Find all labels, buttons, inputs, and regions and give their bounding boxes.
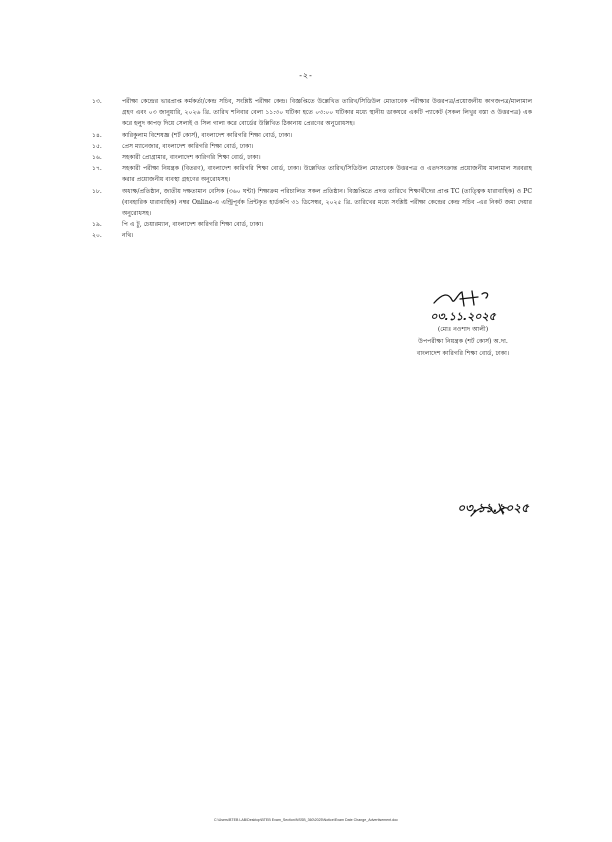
list-item <box>92 152 532 163</box>
handwritten-date: ০৩.১১.২০২৫ <box>457 501 529 515</box>
list-item <box>92 219 532 230</box>
item-number: ২০. <box>92 232 102 240</box>
item-text: সহকারী পরীক্ষা নিয়ন্ত্রক (বিতরণ), বাংলাদেশ কারিগরি শিক্ষা বোর্ড, ঢাকা। উল্লেখিত তারিখ/সিডিউল মোতাবেক উত্তরপত্র ও এতদসংক্রান্ত প্রয়োজনীয় মালামাল সরবরাহ করার প্রয়োজনীয় ব্যবস্থা গ্রহণের অনুরোধসহ। <box>122 165 532 184</box>
list-item <box>92 141 532 152</box>
item-text: পরীক্ষা কেন্দ্রের ভারপ্রাপ্ত কর্মকর্তা/কেন্দ্র সচিব, সংশ্লিষ্ট পরীক্ষা কেন্দ্র। বিজ্ঞপ্তিতে উল্লেখিত তারিখ/সিডিউল মোতাবেক পরীক্ষার উত্তরপত্র/প্রয়োজনীয় কাগজপত্র/মালামাল গ্রহণ এবং ০৩ জানুয়ারি, ২০২৬ খ্রি. তারিখ শনিবার বেলা ১১:৩০ ঘটিকা হতে ০৩:০০ ঘটিকার মধ্যে স্থানীয় ডাকঘরে একটি প্যাকেট (সকল লিখুর বস্তা ও উত্তরপত্র) এক করে হলুদ কাপড় দিয়ে সেলাই ও সিল গালা করে বোর্ডের উল্লিখিত ঠিকানায় প্রেরণের অনুরোধসহ। <box>122 98 532 128</box>
item-number: ১৮. <box>92 187 102 195</box>
signature-mark <box>428 288 498 310</box>
item-text: পি এ টু, চেয়ারম্যান, বাংলাদেশ কারিগরি শিক্ষা বোর্ড, ঢাকা। <box>122 221 264 229</box>
signatory-name: (মোঃ নওশাদ আলী) <box>437 326 489 333</box>
item-text: কারিকুলাম বিশেষজ্ঞ (শর্ট কোর্স), বাংলাদেশ কারিগরি শিক্ষা বোর্ড, ঢাকা। <box>122 131 293 139</box>
signature-block <box>388 288 538 360</box>
handwritten-date-block <box>438 500 548 520</box>
item-text: নথি। <box>122 232 134 240</box>
list-item <box>92 130 532 141</box>
item-number: ১৫. <box>92 142 102 150</box>
item-number: ১৭. <box>92 165 102 173</box>
item-text: প্রেস ম্যানেজার, বাংলাদেশ কারিগরি শিক্ষা বোর্ড, ঢাকা। <box>122 142 254 150</box>
item-number: ১৪. <box>92 131 102 139</box>
distribution-list <box>92 96 532 242</box>
list-item <box>92 163 532 185</box>
list-item <box>92 96 532 130</box>
file-path-footer: C:\Users\BTEB LAB\Desktop\BTEB Exam_Section\NSSB_360\2025\Notice\Exam Date Change_Advertisement.doc <box>214 818 398 822</box>
item-text: সহকারী প্রোগ্রামার, বাংলাদেশ কারিগরি শিক্ষা বোর্ড, ঢাকা। <box>122 154 261 162</box>
item-number: ১৬. <box>92 154 102 162</box>
signatory-organization: বাংলাদেশ কারিগরি শিক্ষা বোর্ড, ঢাকা। <box>416 350 510 357</box>
list-item <box>92 186 532 220</box>
signatory-designation: উপপরীক্ষা নিয়ন্ত্রক (শর্ট কোর্স) অ.দা. <box>418 338 508 345</box>
list-item <box>92 230 532 241</box>
signature-date: ০৩.১১.২০২৫ <box>430 310 496 323</box>
item-number: ১৩. <box>92 98 102 105</box>
item-number: ১৯. <box>92 221 102 229</box>
item-text: অধ্যক্ষ/প্রতিষ্ঠান, জাতীয় দক্ষতামান বেসিক (৩৬০ ঘন্টা) শিক্ষাক্রম পরিচালিত সকল প্রতিষ্ঠান। বিজ্ঞপ্তিতে প্রদত্ত তারিখে শিক্ষার্থীদের প্রাপ্ত TC (তাত্ত্বিক ধারাবাহিক) ও PC (ব্যবহারিক ধারাবাহিক) নম্বর Online-এ এন্ট্রিপূর্বক প্রিন্টকৃত হার্ডকপি ৩১ ডিসেম্বর, ২০২৫ খ্রি. তারিখের মধ্যে সংশ্লিষ্ট পরীক্ষা কেন্দ্রের কেন্দ্র সচিব -এর নিকট জমা দেয়ার অনুরোধসহ। <box>122 187 532 218</box>
page-number: -২- <box>299 71 313 80</box>
